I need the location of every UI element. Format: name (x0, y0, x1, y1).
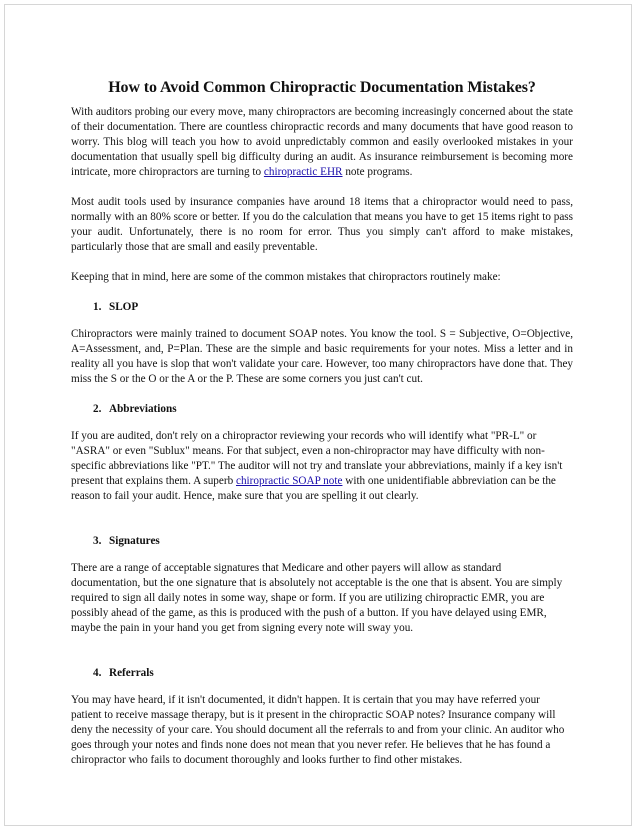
section-body-abbreviations (71, 429, 573, 504)
section-title: SLOP (109, 301, 139, 313)
abbreviations-text-end: with one unidentifiable abbreviation can be the reason to fail your audit. Hence, make sure that you are spelling it out clearly. (71, 475, 556, 502)
section-body-slop: Chiropractors were mainly trained to document SOAP notes. You know the tool. S = Subjective, O=Objective, A=Assessment, and, P=Plan. These are the simple and basic requirements for your notes. Miss a letter and in reality all you have is slop that won't validate your care. However, too many chiropractors have done that. They miss the S or the O or the A or the P. These are some corners you just can't cut. (71, 328, 573, 385)
section-number: 2. (93, 403, 102, 415)
spacer (71, 651, 573, 666)
chiropractic-ehr-link[interactable]: chiropractic EHR (263, 166, 343, 178)
section-body-referrals: You may have heard, if it isn't documented, it didn't happen. It is certain that you may have referred your patient to receive massage therapy, but is it present in the chiropractic SOAP notes? Insurance company will deny the necessity of your care. You should document all the referrals to and from your clinic. An auditor who goes through your notes and finds none does not mean that you never refer. He believes that he has found a chiropractor who fails to document thoroughly and looks further to find other mistakes. (71, 694, 565, 766)
section-title: Referrals (109, 667, 154, 679)
document-page (4, 4, 632, 826)
section-body-signatures: There are a range of acceptable signatures that Medicare and other payers will allow as standard documentation, but the one signature that is absolutely not acceptable is the one that is absent. You are simply required to sign all daily notes in some way, shape or form. If you are utilizing chiropractic EMR, you are possibly ahead of the game, as this is produced with the push of a button. If you have delayed using EMR, maybe the pain in your hand you get from signing every note will sway you. (71, 562, 563, 634)
section-heading-abbreviations (71, 402, 573, 417)
section-number: 1. (93, 301, 102, 313)
section-title: Abbreviations (109, 403, 177, 415)
audit-paragraph: Most audit tools used by insurance companies have around 18 items that a chiropractor would need to pass, normally with an 80% score or better. If you do the calculation that means you have to get 15 items right to pass your audit. Unfortunately, there is no room for error. Thus you simply can't afford to make mistakes, particularly those that are small and easily preventable. (71, 196, 573, 253)
section-title: Signatures (109, 535, 160, 547)
spacer (71, 519, 573, 534)
section-heading-signatures (71, 534, 573, 549)
document-title: How to Avoid Common Chiropractic Documentation Mistakes? (108, 79, 536, 96)
section-number: 3. (93, 535, 102, 547)
intro-text: With auditors probing our every move, many chiropractors are becoming increasingly concerned about the state of their documentation. There are countless chiropractic records and many documents that have good reason to worry. This blog will teach you how to avoid unpredictably common and easily overlooked mistakes in your documentation that usually spell big difficulty during an audit. As insurance reimbursement is becoming more intricate, more chiropractors are turning to (71, 106, 573, 178)
section-heading-slop (71, 300, 573, 315)
intro-paragraph (71, 105, 573, 180)
chiropractic-soap-note-link[interactable]: chiropractic SOAP note (235, 475, 343, 487)
document-content (71, 71, 573, 783)
section-heading-referrals (71, 666, 573, 681)
intro-text-end: note programs. (342, 166, 413, 178)
lead-in-paragraph: Keeping that in mind, here are some of the common mistakes that chiropractors routinely make: (71, 271, 501, 283)
section-number: 4. (93, 667, 102, 679)
abbreviations-text: If you are audited, don't rely on a chiropractor reviewing your records who will identify what "PR-L" or "ASRA" or even "Sublux" means. For that subject, even a non-chiropractor may have difficulty with non-specific abbreviations like "PT." The auditor will not try and translate your abbreviations, mainly if a key isn't present that explains them. A superb (71, 430, 563, 487)
